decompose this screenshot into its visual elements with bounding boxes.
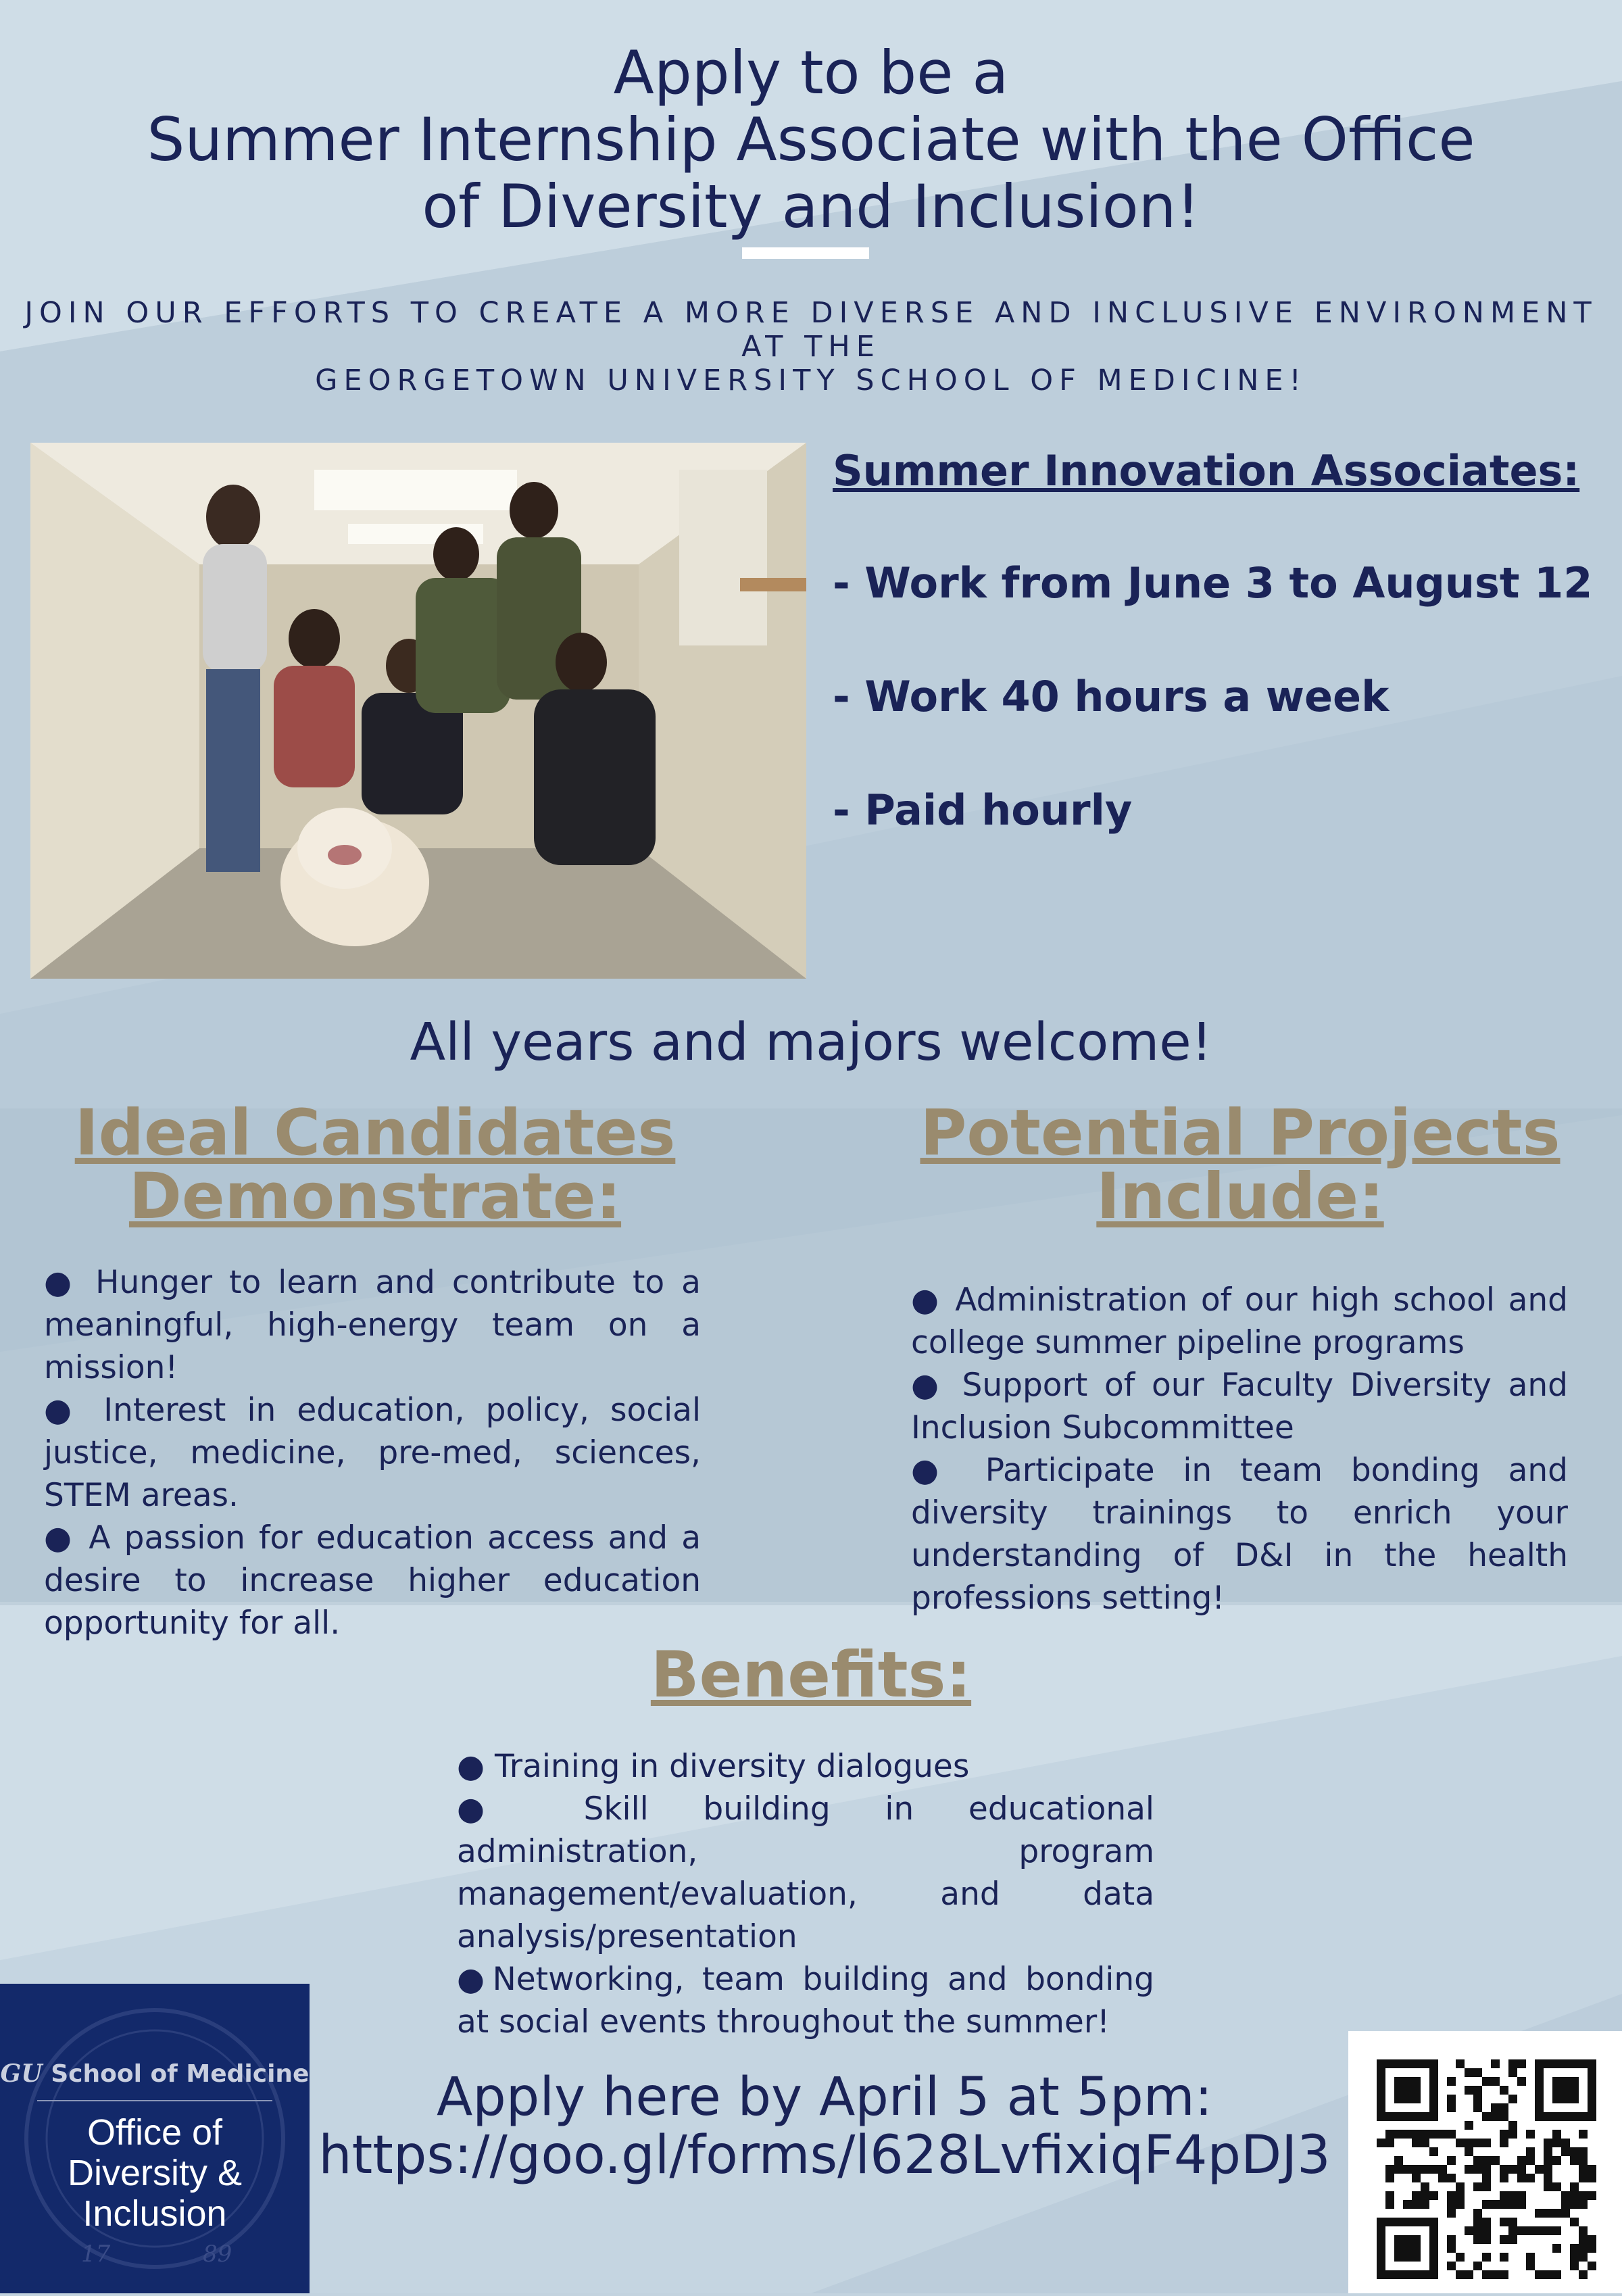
welcome-line: All years and majors welcome! — [410, 1012, 1212, 1073]
projects-heading-line-2: Include: — [1096, 1160, 1384, 1234]
logo-office-line-3: Inclusion — [82, 2193, 227, 2234]
title-line-1: Apply to be a — [613, 38, 1009, 107]
potential-projects-list — [911, 1279, 1568, 1619]
title-line-2: Summer Internship Associate with the Office — [147, 105, 1475, 174]
school-name: School of Medicine — [51, 2060, 310, 2088]
list-item: ● Interest in education, policy, social justice, medicine, pre-med, sciences, STEM areas. — [44, 1392, 701, 1514]
gu-mark: GU — [0, 2059, 43, 2088]
logo-office-line-1: Office of — [87, 2112, 223, 2153]
logo-divider — [37, 2100, 272, 2101]
ideal-candidates-heading — [54, 1096, 696, 1234]
list-item: ● Participate in team bonding and diversity trainings to enrich your understanding of D&I in the health professions setting! — [911, 1452, 1568, 1617]
list-item: ● Support of our Faculty Diversity and Inclusion Subcommittee — [911, 1367, 1568, 1446]
logo-office-text — [0, 2112, 310, 2234]
potential-projects-heading — [919, 1096, 1561, 1234]
apply-link[interactable]: https://goo.gl/forms/l628LvfixiqF4pDJ3 — [318, 2125, 1331, 2186]
qr-code[interactable] — [1348, 2031, 1622, 2293]
list-item: ● Administration of our high school and college summer pipeline programs — [911, 1281, 1568, 1361]
qr-code-icon — [1348, 2031, 1622, 2293]
subtitle-line-1: JOIN OUR EFFORTS TO CREATE A MORE DIVERSE AND INCLUSIVE ENVIRONMENT AT THE — [24, 296, 1598, 364]
title-line-3: of Diversity and Inclusion! — [422, 172, 1200, 241]
sia-heading: Summer Innovation Associates: — [833, 446, 1580, 495]
list-item: ● Training in diversity dialogues — [457, 1748, 970, 1785]
year-left: 17 — [81, 2241, 111, 2268]
sia-item-dates: - Work from June 3 to August 12 — [833, 558, 1593, 608]
list-item: ●Networking, team building and bonding at social events throughout the summer! — [457, 1961, 1154, 2041]
ideal-heading-line-1: Ideal Candidates — [74, 1096, 676, 1170]
sia-item-hours: - Work 40 hours a week — [833, 672, 1390, 721]
list-item: ● Hunger to learn and contribute to a meaningful, high-energy team on a mission! — [44, 1264, 701, 1386]
logo-office-line-2: Diversity & — [67, 2153, 243, 2193]
benefits-heading: Benefits: — [650, 1638, 972, 1712]
gu-odi-logo — [0, 1984, 310, 2293]
subtitle-line-2: GEORGETOWN UNIVERSITY SCHOOL OF MEDICINE! — [315, 364, 1307, 397]
ideal-heading-line-2: Demonstrate: — [128, 1160, 622, 1234]
apply-section — [284, 2068, 1365, 2184]
page-title — [0, 39, 1622, 240]
apply-deadline: Apply here by April 5 at 5pm: — [436, 2067, 1213, 2128]
list-item: ● A passion for education access and a desire to increase higher education opportunity for all. — [44, 1519, 701, 1642]
projects-heading-line-1: Potential Projects — [920, 1096, 1560, 1170]
subtitle — [0, 296, 1622, 397]
logo-school-line — [0, 2059, 310, 2088]
title-accent-bar — [742, 247, 869, 259]
team-photo — [30, 443, 806, 979]
list-item: ● Skill building in educational administration, program management/evaluation, and data analysis/presentation — [457, 1790, 1154, 1955]
ideal-candidates-list — [44, 1261, 701, 1644]
year-right: 89 — [203, 2241, 232, 2268]
benefits-list — [457, 1745, 1154, 2043]
sia-item-pay: - Paid hourly — [833, 785, 1133, 835]
